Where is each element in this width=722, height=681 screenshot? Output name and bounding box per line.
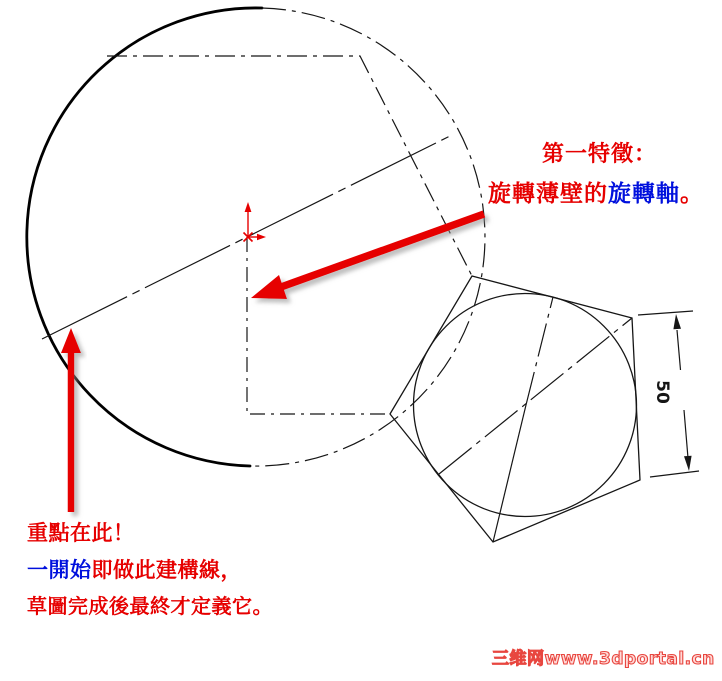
sketch-origin-marker-icon [244, 202, 267, 242]
dimension-50 [638, 311, 699, 477]
rotation-axis-centerline [247, 237, 390, 414]
callout-arrow-rotation-axis-shaft [281, 214, 484, 287]
callout-arrow-construction-line [61, 328, 81, 512]
key-point-callout-line1: 重點在此！ [27, 521, 135, 545]
large-circle-solid-arc [27, 8, 262, 466]
first-feature-body-blue-text: 旋轉軸 [608, 181, 680, 207]
watermark-text: 三维网www.3dportal.cn [492, 649, 715, 669]
dimension-extension-line-bottom [650, 471, 699, 477]
dimension-extension-line-top [638, 311, 693, 315]
pentagon-diagonal-construction-line [439, 318, 632, 474]
first-feature-body-red-text: 旋轉薄壁的 [488, 181, 608, 207]
key-point-line2-blue-text: 一開始 [27, 558, 92, 582]
callout-arrow-rotation-axis-head-icon [251, 275, 287, 299]
first-feature-callout-body [488, 182, 704, 207]
dimension-arrowhead-bottom-icon [684, 456, 692, 471]
top-construction-polyline [107, 56, 472, 276]
origin-y-axis-arrowhead-icon [245, 202, 252, 212]
dimension-value: 50 [652, 380, 672, 404]
first-feature-body-period: 。 [680, 181, 704, 207]
origin-x-axis-arrowhead-icon [257, 234, 266, 240]
pentagon-median-solid-segment [493, 405, 526, 542]
dimension-arrowhead-top-icon [673, 314, 681, 329]
callout-arrow-construction-line-head-icon [61, 328, 81, 353]
key-point-line2-red-text: 即做此建構線， [91, 558, 242, 582]
dimension-line-lower-segment [684, 410, 688, 458]
key-point-callout-line2 [27, 559, 242, 582]
callout-arrow-rotation-axis [251, 214, 484, 299]
pentagon-median-construction-segment [526, 297, 553, 405]
large-circle-hidden-arc [250, 8, 485, 466]
pentagon-profile [390, 276, 640, 542]
first-feature-callout-title: 第一特徵： [542, 142, 658, 167]
key-point-callout-line3: 草圖完成後最終才定義它。 [27, 594, 273, 618]
dimension-line-upper-segment [677, 330, 681, 370]
